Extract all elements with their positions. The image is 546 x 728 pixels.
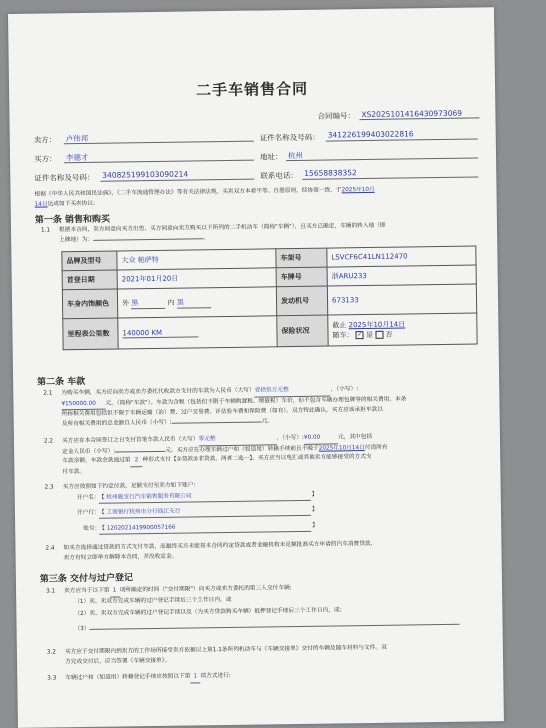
follow-yes-checkbox[interactable]: ✓: [357, 331, 363, 339]
clause-2-1-text: 为购买车辆，买方应向卖方或卖方委托代收款方支付的车款为人民币（大写）壹拾伍万元整 ，（小写）: ¥150000.00 元，（简称"车款"）。车款为含税（包括但不限于车辆购置税、增值税）车价，但不包含车辆办理包牌等的相关费用。本条 所称相关费用包括但不限于车辆运输（治）费、过户交易费、评估验车费和保险费（如有）。双方特此确认，买方应该承担车款以 及所有相关费用的总金额自人民币（小写）: 元。: [61, 386, 407, 427]
buyer-id-label: 证件名称及号码：: [34, 172, 95, 183]
plate-value: 浙ARU233: [327, 265, 476, 286]
reg-date-value: 2021年01月20日: [117, 268, 276, 289]
intro-paragraph: 根据《中华人民共和国民法典》、《二手车流通管理办法》等有关法律法规，买卖双方本着平等、自愿原则，经协商一致，于2025年10月 14日达成如下买卖协议:: [34, 186, 375, 208]
seller-label: 卖方：: [33, 135, 57, 145]
clause-1-1-text: 根据本合同，卖方同意向买方出售、买方同意向卖方购买以下所列的二手机动车（简称"车辆"），且买方已确定，车辆的转入地（即 上牌地）为： 。: [58, 222, 386, 243]
clause-3-1-number: 3.1: [46, 588, 56, 595]
clause-3-1-option-2: （2）卖、卖双方完成车辆的过户登记手续以及（为买方贷款购买车辆）抵押登记手续后三个工作日内，或；: [74, 607, 346, 618]
clause-2-3-text: 买方应按照如下约定付款，足额支付至卖方如下账户：: [62, 482, 200, 491]
mileage-value: 140000 KM: [118, 316, 277, 349]
article-1-title: 第一条 销售和购买: [34, 214, 111, 226]
bank-label: 开户行：: [76, 509, 100, 517]
clause-2-2-number: 2.2: [43, 438, 54, 445]
reg-date-label: 首登日期: [62, 270, 117, 290]
engine-label: 发动机号: [276, 286, 327, 316]
vehicle-info-table: [61, 245, 477, 350]
clause-3-3-text: 车辆过户和（如适用）转籍登记手续应按照以下第 1 项方式进行:: [65, 672, 231, 682]
clause-2-3-number: 2.3: [44, 484, 54, 491]
clause-3-1-option-1: （1）卖、卖双方完成车辆的过户登记手续后三个工作日内，或: [74, 596, 232, 606]
account-name-field: 【 杭州骏宝行汽车销售服务有限公司: [99, 491, 311, 504]
buyer-phone-value: 15658838352: [304, 168, 357, 178]
bank-bracket: 】: [311, 506, 318, 513]
seller-value: 卢伟邦: [65, 133, 89, 144]
clause-3-2-text: 买方应于交付期限内到卖方的工作场所接受卖方依据以上第1.1条所列机动车与《车辆交接单》交付的车辆及随车材料与文件。双 方完成交付后，应当签署《车辆交接单》。: [64, 644, 387, 665]
clause-3-3-number: 3.3: [47, 675, 57, 682]
clause-3-2-number: 3.2: [46, 649, 57, 656]
clause-3-1-option-3: （3）: [75, 619, 495, 634]
seller-underline: [64, 141, 254, 145]
brand-label: 品牌及型号: [62, 251, 117, 271]
clause-1-1-number: 1.1: [40, 227, 51, 234]
clause-2-4-text: 如买方选择通过贷款的方式支付车款，而最终买方未能按本合同约定贷款或者金融机构未足额批准买方申请的汽车消费贷款， 卖方有权立即单方解除本合同，并没收定金。: [63, 540, 377, 561]
account-name-bracket: 】: [311, 491, 318, 498]
follow-no-checkbox[interactable]: [375, 331, 383, 339]
account-no-bracket: 】: [312, 522, 318, 529]
account-no-field: 【 1202021419900057166: [99, 522, 311, 535]
bank-field: 【 工商银行杭州市分行钱江支行: [99, 506, 311, 519]
seller-id-value: 341226199403022816: [327, 129, 414, 140]
buyer-address-label: 地址：: [259, 152, 283, 162]
account-no-label: 账号：: [83, 525, 101, 532]
contract-paper: [8, 7, 504, 728]
buyer-underline: [64, 160, 254, 164]
vin-value: LSVCF6C41LN112470: [327, 246, 476, 267]
brand-value: 大众 帕萨特: [117, 249, 276, 270]
article-3-title: 第三条 交付与过户登记: [39, 573, 134, 585]
account-name-label: 开户名：: [76, 494, 100, 502]
vin-label: 车架号: [276, 248, 327, 268]
clause-2-2-text: 买方应在本合同签订之日支付首笔车款人民币（大写）零元整 ，（小写）:¥0.00 元，其中包括 定金人民币（小写）: 元。买方应在办理车辆过户和（如适用）转籍手续前且不晚于2025年10月14日付清所有 车款余额。车款余款通过第 2 种形式支付【①贷款②非贷款，两者二选一】。买方应当以电汇或其他卖方能够接受的方式支 付车款。: [61, 433, 388, 475]
color-value: 外 黑 内 黑: [117, 287, 276, 318]
buyer-value: 李德才: [65, 152, 89, 163]
mileage-label: 里程表公里数: [63, 318, 118, 350]
buyer-id-value: 340825199103090214: [102, 169, 189, 180]
buyer-phone-label: 联系电话：: [260, 170, 298, 181]
plate-label: 车牌号: [276, 267, 327, 287]
clause-2-4-number: 2.4: [45, 545, 55, 552]
buyer-label: 买方：: [33, 154, 57, 164]
seller-id-label: 证件名称及号码：: [259, 132, 320, 143]
article-2-title: 第二条 车款: [37, 376, 86, 388]
clause-3-1-text: 卖方应当于以下第 1 项所确定的时间（"交付期限"）向买方或卖方委托的第三人交付车辆:: [64, 581, 496, 598]
engine-value: 673133: [327, 284, 476, 315]
contract-no-value: XS2025101416430973069: [361, 108, 463, 120]
clause-2-1-number: 2.1: [43, 390, 53, 397]
insurance-value: 截止 2025年10月14日 随车： ✓ 是 否: [328, 313, 477, 346]
color-label: 车身内饰颜色: [62, 289, 117, 319]
buyer-address-underline: [286, 157, 478, 161]
insurance-label: 保险状况: [277, 315, 328, 347]
contract-no-label: 合同编号：: [317, 111, 356, 121]
buyer-address-value: 杭州: [287, 150, 304, 161]
contract-title: 二手车销售合同: [195, 79, 309, 100]
